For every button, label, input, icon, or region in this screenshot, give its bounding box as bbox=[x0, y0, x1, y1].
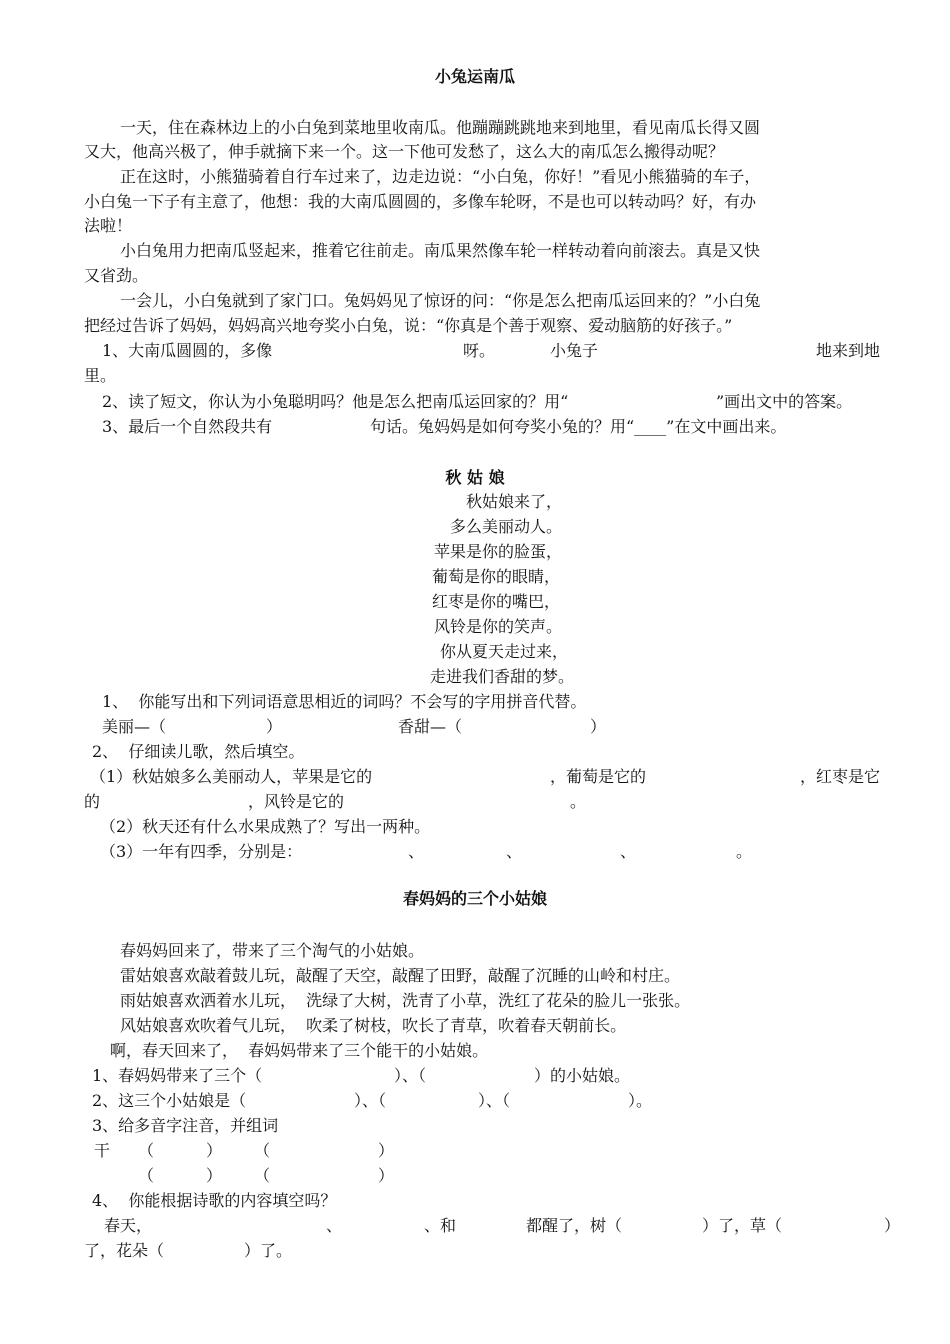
paren-close: ） bbox=[206, 1141, 223, 1160]
poem-line: 多么美丽动人。 bbox=[450, 517, 563, 536]
spring-q1-b: ）、（ bbox=[394, 1066, 427, 1085]
section-title-pumpkin: 小兔运南瓜 bbox=[434, 67, 515, 86]
poem-line: 红枣是你的嘴巴， bbox=[432, 592, 561, 611]
spring-q4-d: 都醒了，树（ bbox=[526, 1216, 623, 1235]
paragraph-line: 小白兔用力把南瓜竖起来，推着它往前走。南瓜果然像车轮一样转动着向前滚去。真是又快 bbox=[120, 241, 761, 260]
autumn-q2-3-a: （3）一年有四季，分别是： bbox=[100, 842, 303, 861]
question-2-part-b: ”画出文中的答案。 bbox=[716, 392, 853, 411]
paren-close: ） bbox=[378, 1141, 395, 1160]
paren-open: （ bbox=[254, 1141, 271, 1160]
spring-line: 春妈妈回来了，带来了三个淘气的小姑娘。 bbox=[120, 941, 425, 960]
spring-q4-b: 、 bbox=[326, 1216, 343, 1235]
spring-line: 雷姑娘喜欢敲着鼓儿玩，敲醒了天空，敲醒了田野，敲醒了沉睡的山岭和村庄。 bbox=[120, 966, 681, 985]
section-title-autumn: 秋 姑 娘 bbox=[445, 468, 505, 487]
spring-q4-c: 、和 bbox=[424, 1216, 457, 1235]
paragraph-line: 又大，他高兴极了，伸手就摘下来一个。这一下他可发愁了，这么大的南瓜怎么搬得动呢？ bbox=[84, 142, 725, 161]
question-2-part-a: 2、读了短文，你认为小兔聪明吗？他是怎么把南瓜运回家的？用“ bbox=[102, 392, 569, 411]
paragraph-line: 小白兔一下子有主意了，他想：我的大南瓜圆圆的，多像车轮呀，不是也可以转动吗？好，有办 bbox=[84, 192, 757, 211]
spring-q4: 4、 你能根据诗歌的内容填空吗？ bbox=[92, 1191, 337, 1210]
paragraph-line: 把经过告诉了妈妈，妈妈高兴地夸奖小白兔，说：“你真是个善于观察、爱动脑筋的好孩子。” bbox=[84, 316, 733, 335]
spring-line: 雨姑娘喜欢洒着水儿玩， 洗绿了大树，洗青了小草，洗红了花朵的脸儿一张张。 bbox=[120, 991, 691, 1010]
autumn-q2-1-d: 的 bbox=[84, 792, 101, 811]
spring-q4-f: ） bbox=[884, 1216, 901, 1235]
spring-q3: 3、给多音字注音，并组词 bbox=[92, 1116, 279, 1135]
autumn-q2-3-d: 、 bbox=[620, 842, 637, 861]
spring-line: 风姑娘喜欢吹着气儿玩， 吹柔了树枝，吹长了青草，吹着春天朝前长。 bbox=[120, 1016, 627, 1035]
autumn-q2-1-a: （1）秋姑娘多么美丽动人，苹果是它的 bbox=[90, 767, 373, 786]
paragraph-line: 法啦！ bbox=[84, 216, 133, 235]
autumn-q2-3-b: 、 bbox=[408, 842, 425, 861]
spring-line: 啊，春天回来了， 春妈妈带来了三个能干的小姑娘。 bbox=[110, 1041, 489, 1060]
autumn-q2-1-f: 。 bbox=[570, 792, 587, 811]
poem-line: 你从夏天走过来， bbox=[440, 642, 569, 661]
autumn-question-1: 1、 你能写出和下列词语意思相近的词吗？不会写的字用拼音代替。 bbox=[102, 692, 587, 711]
question-3-part-a: 3、最后一个自然段共有 bbox=[102, 417, 273, 436]
spring-q4-g: 了，花朵（ bbox=[84, 1241, 165, 1260]
autumn-q2-1-c: ，红枣是它 bbox=[800, 767, 881, 786]
spring-q2-d: ）。 bbox=[628, 1091, 653, 1110]
autumn-q2-1-e: ，风铃是它的 bbox=[248, 792, 345, 811]
question-3-part-b: 句话。兔妈妈是如何夸奖小兔的？用“____”在文中画出来。 bbox=[370, 417, 787, 436]
autumn-q2-3-e: 。 bbox=[736, 842, 753, 861]
paragraph-line: 一天，住在森林边上的小白兔到菜地里收南瓜。他蹦蹦跳跳地来到地里，看见南瓜长得又圆 bbox=[120, 118, 761, 137]
spring-q1-a: 1、春妈妈带来了三个（ bbox=[92, 1066, 263, 1085]
spring-q4-e: ）了，草（ bbox=[702, 1216, 783, 1235]
paren-close: ） bbox=[206, 1166, 223, 1185]
autumn-q1-word-2-close: ） bbox=[590, 717, 607, 736]
question-1-part-c: 小兔子 bbox=[550, 341, 599, 360]
paragraph-line: 正在这时，小熊猫骑着自行车过来了，边走边说：“小白兔，你好！”看见小熊猫骑的车子， bbox=[120, 167, 761, 186]
poem-line: 秋姑娘来了， bbox=[466, 492, 563, 511]
question-1-part-a: 1、大南瓜圆圆的，多像 bbox=[102, 341, 273, 360]
question-1-part-b: 呀。 bbox=[463, 341, 496, 360]
spring-q4-a: 春天， bbox=[104, 1216, 153, 1235]
autumn-q2-1-b: ，葡萄是它的 bbox=[550, 767, 647, 786]
spring-q4-h: ）了。 bbox=[244, 1241, 293, 1260]
paren-open: （ bbox=[138, 1141, 155, 1160]
spring-q2-b: ）、（ bbox=[354, 1091, 387, 1110]
paren-open: （ bbox=[254, 1166, 271, 1185]
autumn-q2-3-c: 、 bbox=[506, 842, 523, 861]
poem-line: 走进我们香甜的梦。 bbox=[430, 667, 575, 686]
question-1-part-e: 里。 bbox=[84, 366, 117, 385]
poem-line: 葡萄是你的眼睛， bbox=[432, 567, 561, 586]
autumn-q2-2: （2）秋天还有什么水果成熟了？写出一两种。 bbox=[100, 817, 431, 836]
question-1-part-d: 地来到地 bbox=[816, 341, 881, 360]
poem-line: 风铃是你的笑声。 bbox=[434, 617, 563, 636]
spring-q2-a: 2、这三个小姑娘是（ bbox=[92, 1091, 247, 1110]
autumn-q1-word-2: 香甜—（ bbox=[398, 717, 463, 736]
paragraph-line: 又省劲。 bbox=[84, 266, 149, 285]
poem-line: 苹果是你的脸蛋， bbox=[434, 542, 563, 561]
paren-close: ） bbox=[378, 1166, 395, 1185]
section-title-spring: 春妈妈的三个小姑娘 bbox=[402, 889, 547, 908]
autumn-q1-word-1: 美丽—（ bbox=[102, 717, 167, 736]
spring-q3-char: 干 bbox=[94, 1141, 111, 1160]
autumn-q1-word-1-close: ） bbox=[266, 717, 283, 736]
autumn-question-2: 2、 仔细读儿歌，然后填空。 bbox=[92, 742, 305, 761]
spring-q1-c: ）的小姑娘。 bbox=[534, 1066, 631, 1085]
paragraph-line: 一会儿，小白兔就到了家门口。兔妈妈见了惊讶的问：“你是怎么把南瓜运回来的？”小白兔 bbox=[120, 291, 761, 310]
paren-open: （ bbox=[138, 1166, 155, 1185]
spring-q2-c: ）、（ bbox=[478, 1091, 511, 1110]
